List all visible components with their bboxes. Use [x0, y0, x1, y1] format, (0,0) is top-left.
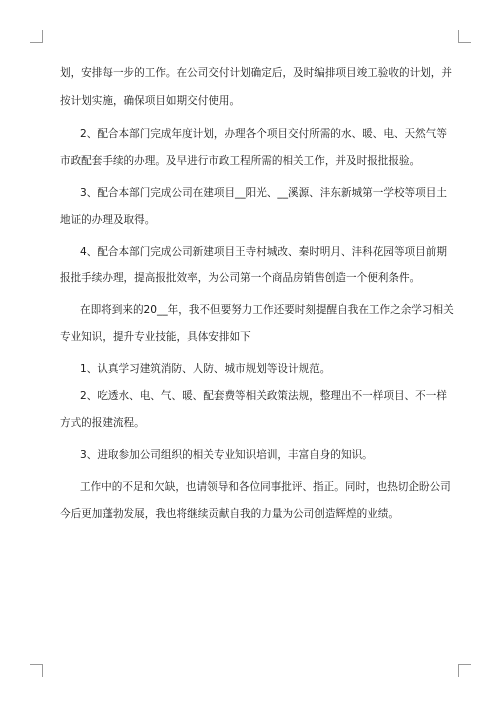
body-line: 2、吃透水、电、气、暖、配套费等相关政策法规，整理出不一样项目、不一样	[80, 390, 447, 402]
body-line: 2、配合本部门完成年度计划，办理各个项目交付所需的水、暖、电、天然气等	[80, 128, 447, 140]
body-line: 3、进取参加公司组织的相关专业知识培训，丰富自身的知识。	[80, 449, 373, 461]
body-line: 报批手续办理，提高报批效率，为公司第一个商品房销售创造一个便利条件。	[60, 272, 421, 284]
body-line: 地证的办理及取得。	[60, 214, 156, 226]
body-line: 划，安排每一步的工作。在公司交付计划确定后，及时编排项目竣工验收的计划，并	[60, 67, 452, 79]
body-line: 1、认真学习建筑消防、人防、城市规划等设计规范。	[80, 363, 331, 375]
body-line: 市政配套手续的办理。及早进行市政工程所需的相关工作，并及时报批报验。	[60, 155, 421, 167]
body-line: 工作中的不足和欠缺，也请领导和各位同事批评、指正。同时，也热切企盼公司	[80, 481, 451, 493]
body-line: 4、配合本部门完成公司新建项目王寺村城改、秦时明月、沣科花园等项目前期	[80, 246, 447, 258]
body-line: 在即将到来的20__年，我不但要努力工作还要时刻提醒自我在工作之余学习相关	[80, 304, 454, 316]
body-line: 今后更加蓬勃发展，我也将继续贡献自我的力量为公司创造辉煌的业绩。	[60, 508, 399, 520]
body-line: 专业知识，提升专业技能，具体安排如下	[60, 331, 251, 343]
crop-mark-top-left	[30, 30, 43, 43]
body-line: 方式的报建流程。	[60, 417, 145, 429]
crop-mark-bottom-left	[30, 664, 43, 677]
crop-mark-top-right	[458, 30, 471, 43]
crop-mark-bottom-right	[458, 664, 471, 677]
body-line: 按计划实施，确保项目如期交付使用。	[60, 95, 241, 107]
body-line: 3、配合本部门完成公司在建项目__阳光、__溪源、沣东新城第一学校等项目土	[80, 187, 447, 199]
